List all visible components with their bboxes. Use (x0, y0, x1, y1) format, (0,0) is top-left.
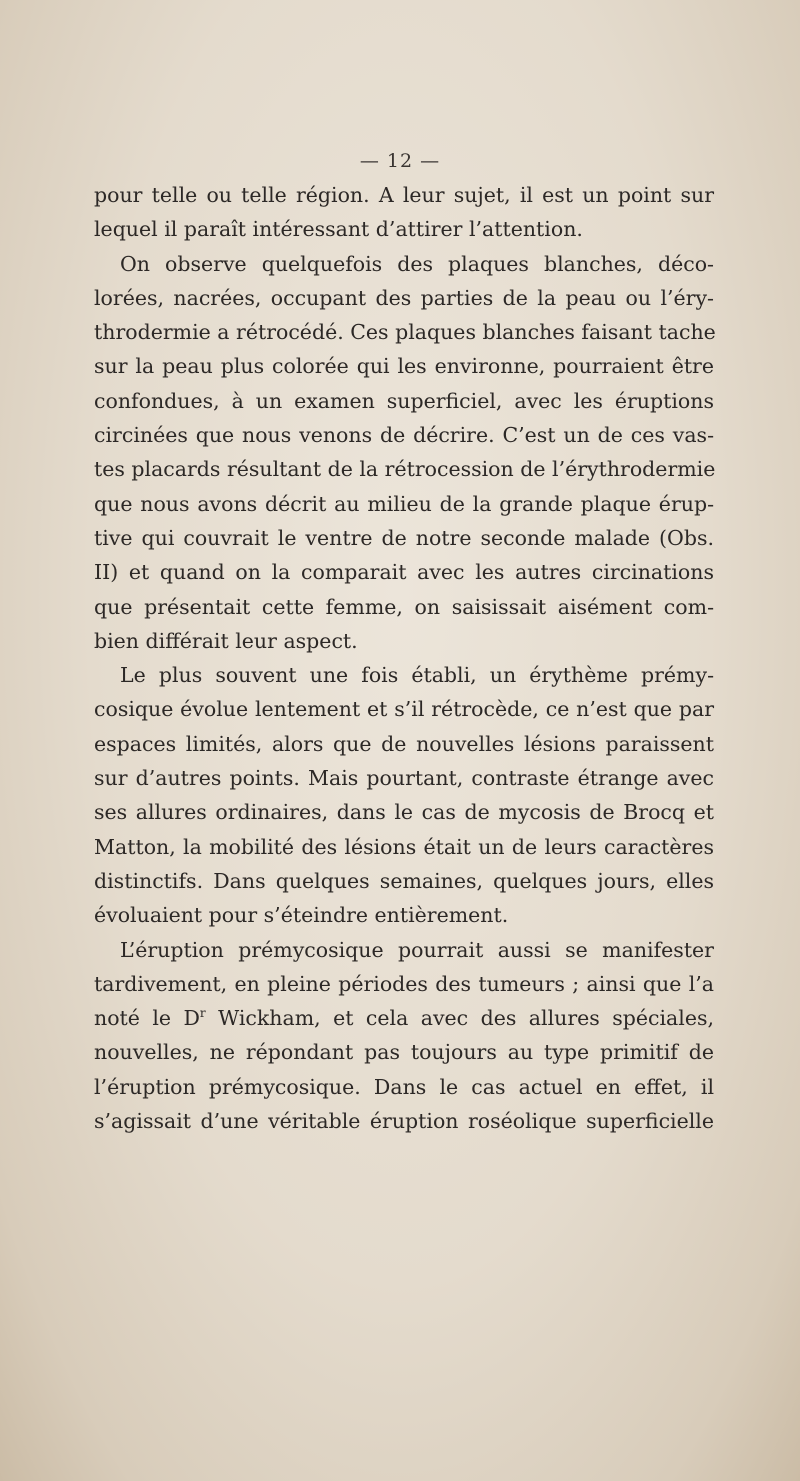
text-line: espaces limités, alors que de nouvelles lésions paraissent (94, 731, 714, 756)
text-line: tes placards résultant de la rétrocession de l’érythrodermie (94, 457, 716, 482)
text-line: cosique évolue lentement et s’il rétrocède, ce n’est que par (94, 697, 714, 722)
text-line: II) et quand on la comparait avec les autres circinations (94, 560, 714, 585)
text-line: On observe quelquefois des plaques blanches, déco- (120, 251, 714, 276)
page-number: — 12 — (359, 150, 441, 172)
text-fragment: noté le D (94, 1006, 200, 1031)
text-line: confondues, à un examen superficiel, avec les éruptions (94, 388, 714, 413)
text-line: throdermie a rétrocédé. Ces plaques blanches faisant tache (94, 320, 716, 345)
text-line: L’éruption prémycosique pourrait aussi se manifester (120, 937, 714, 962)
text-line: Matton, la mobilité des lésions était un de leurs caractères (94, 834, 714, 859)
text-line: bien différait leur aspect. (94, 628, 358, 653)
text-line: que présentait cette femme, on saisissait aisément com- (94, 594, 714, 619)
superscript: r (199, 1006, 206, 1021)
text-line: pour telle ou telle région. A leur sujet, il est un point sur (94, 183, 714, 207)
text-line: ses allures ordinaires, dans le cas de mycosis de Brocq et (94, 800, 714, 825)
text-line: Le plus souvent une fois établi, un érythème prémy- (120, 663, 714, 688)
text-fragment: Wickham, et cela avec des allures spéciales, (205, 1006, 714, 1031)
text-line: lorées, nacrées, occupant des parties de la peau ou l’éry- (94, 285, 714, 310)
paragraph-3 (94, 658, 714, 932)
paragraph-4 (94, 933, 714, 1139)
text-line: que nous avons décrit au milieu de la grande plaque érup- (94, 491, 714, 516)
paragraph-2 (94, 247, 714, 659)
body-text (94, 178, 714, 1138)
text-line: sur la peau plus colorée qui les environne, pourraient être (94, 354, 714, 379)
paragraph-1 (94, 178, 714, 247)
text-line: tive qui couvrait le ventre de notre seconde malade (Obs. (94, 525, 714, 550)
text-line: l’éruption prémycosique. Dans le cas actuel en effet, il (94, 1074, 714, 1099)
text-line: s’agissait d’une véritable éruption roséolique superficielle (94, 1109, 714, 1134)
text-line: évoluaient pour s’éteindre entièrement. (94, 903, 509, 928)
text-line: tardivement, en pleine périodes des tumeurs ; ainsi que l’a (94, 971, 714, 996)
text-line: sur d’autres points. Mais pourtant, contraste étrange avec (94, 766, 714, 791)
text-line: lequel il paraît intéressant d’attirer l’attention. (94, 217, 583, 242)
text-line: circinées que nous venons de décrire. C’est un de ces vas- (94, 423, 714, 448)
text-line: nouvelles, ne répondant pas toujours au type primitif de (94, 1040, 714, 1065)
text-line: distinctifs. Dans quelques semaines, quelques jours, elles (94, 868, 714, 893)
text-line-with-superscript (94, 1001, 714, 1035)
